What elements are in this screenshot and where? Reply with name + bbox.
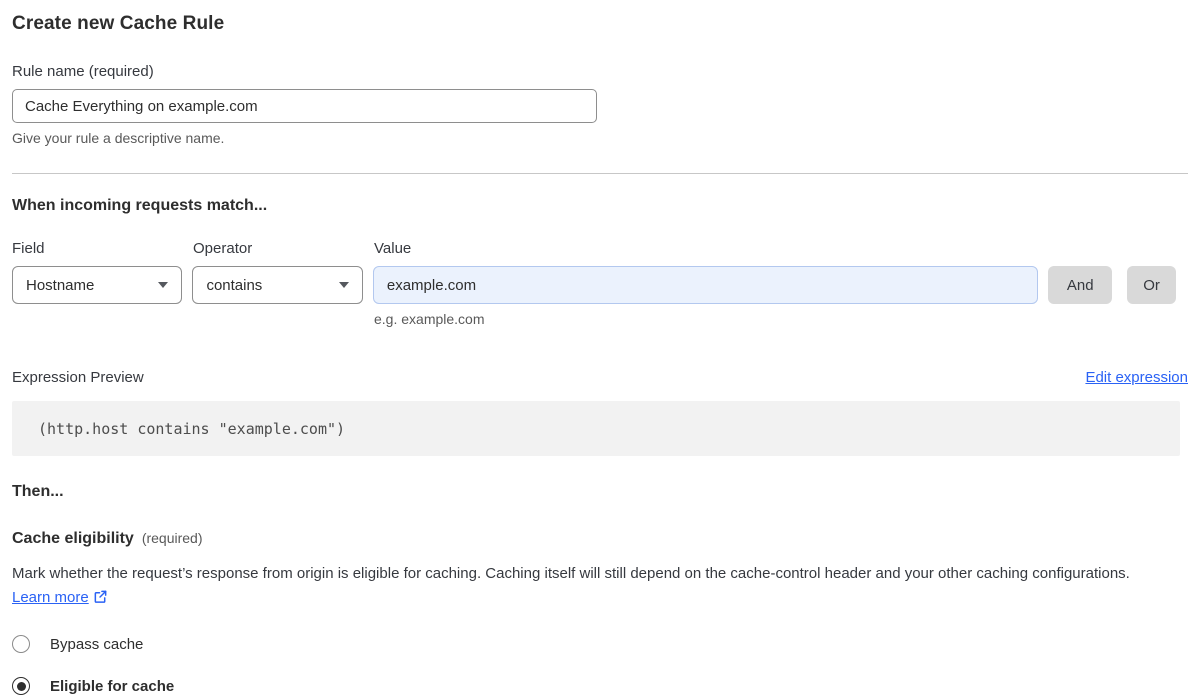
expression-code-block xyxy=(12,401,1180,456)
learn-more-link[interactable]: Learn more xyxy=(12,589,89,606)
value-helper-text: e.g. example.com xyxy=(374,311,485,327)
field-select-value: Hostname xyxy=(26,276,95,294)
rule-name-label: Rule name (required) xyxy=(12,63,154,80)
match-section-heading: When incoming requests match... xyxy=(12,197,268,214)
cache-eligibility-description xyxy=(12,562,1172,610)
radio-label: Bypass cache xyxy=(50,635,144,653)
description-text: Mark whether the request’s response from origin is eligible for caching. Caching itself will still depend on the cache-control header and your other caching configurations. xyxy=(12,565,1130,582)
radio-label: Eligible for cache xyxy=(50,677,175,695)
required-note: (required) xyxy=(141,530,203,546)
rule-name-input[interactable] xyxy=(12,89,597,123)
field-select[interactable] xyxy=(12,266,182,304)
radio-selected-icon[interactable] xyxy=(12,677,30,695)
radio-option-eligible-for-cache[interactable] xyxy=(12,677,1176,695)
edit-expression-link[interactable]: Edit expression xyxy=(1085,369,1188,386)
or-button[interactable]: Or xyxy=(1127,266,1176,304)
rule-name-helper: Give your rule a descriptive name. xyxy=(12,130,225,146)
radio-option-bypass-cache[interactable] xyxy=(12,635,1176,653)
expression-preview-label: Expression Preview xyxy=(12,369,144,386)
and-button[interactable]: And xyxy=(1048,266,1112,304)
cache-eligibility-heading: Cache eligibility xyxy=(12,530,134,547)
match-column-labels xyxy=(12,240,1176,257)
match-controls-row xyxy=(12,266,1176,304)
then-section-heading: Then... xyxy=(12,483,64,500)
value-column-label: Value xyxy=(374,240,412,257)
value-input[interactable] xyxy=(373,266,1038,304)
chevron-down-icon xyxy=(158,282,168,288)
radio-unselected-icon[interactable] xyxy=(12,635,30,653)
page-title: Create new Cache Rule xyxy=(12,13,225,34)
expression-code-text: (http.host contains "example.com") xyxy=(38,419,346,438)
external-link-icon xyxy=(93,589,108,604)
chevron-down-icon xyxy=(339,282,349,288)
field-column-label: Field xyxy=(12,240,45,257)
radio-dot xyxy=(17,682,26,691)
operator-select-value: contains xyxy=(206,276,263,294)
expression-preview-row xyxy=(12,369,1188,386)
cache-eligibility-heading-row xyxy=(12,530,1176,548)
section-divider xyxy=(12,173,1188,174)
operator-column-label: Operator xyxy=(193,240,253,257)
operator-select[interactable] xyxy=(192,266,362,304)
